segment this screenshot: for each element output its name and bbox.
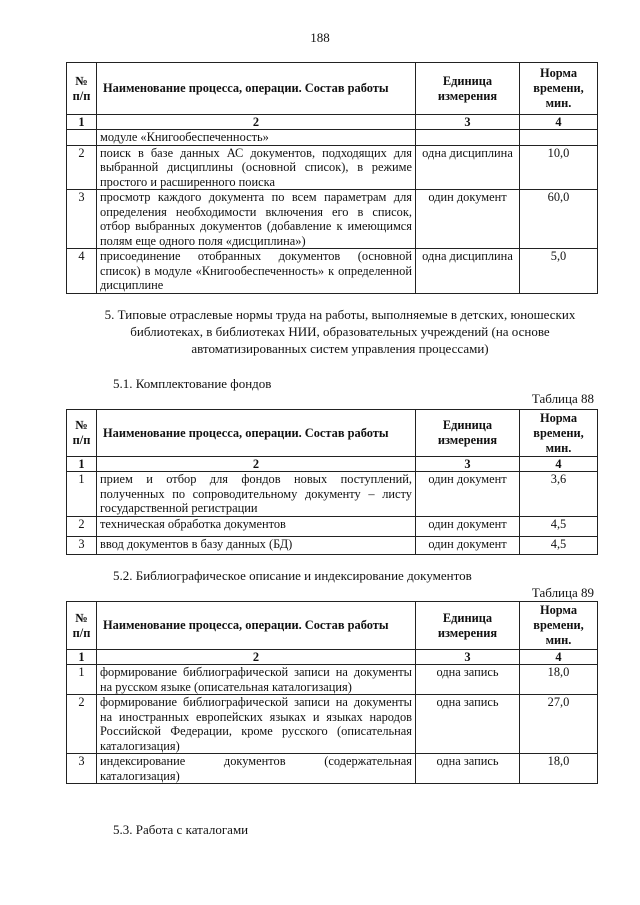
page-number: 188 xyxy=(310,30,330,45)
row-norm: 3,6 xyxy=(520,472,598,517)
header-num: № п/п xyxy=(67,602,97,650)
header-num: № п/п xyxy=(67,410,97,457)
row-name: поиск в базе данных АС документов, подходящих для выбранной дисциплины (основной список), в режиме простого и расширенного поиска xyxy=(97,145,416,190)
row-name: просмотр каждого документа по всем параметрам для определения необходимости включения его в список, отбор выбранных документов (добавление к имеющимся полям еще одного поля «дисциплина») xyxy=(97,190,416,249)
row-num: 2 xyxy=(67,145,97,190)
row-num: 3 xyxy=(67,754,97,784)
row-unit: одна дисциплина xyxy=(416,145,520,190)
row-num: 3 xyxy=(67,536,97,554)
row-num: 2 xyxy=(67,516,97,536)
norms-table-continued xyxy=(66,62,598,294)
header-row xyxy=(67,63,598,115)
header-name: Наименование процесса, операции. Состав работы xyxy=(97,410,416,457)
row-unit: одна запись xyxy=(416,665,520,695)
column-number: 1 xyxy=(67,650,97,665)
column-number: 3 xyxy=(416,457,520,472)
row-unit: одна запись xyxy=(416,695,520,754)
row-unit xyxy=(416,130,520,146)
row-unit: один документ xyxy=(416,536,520,554)
header-norm: Норма времени, мин. xyxy=(520,63,598,115)
table-row xyxy=(67,754,598,784)
row-name: формирование библиографической записи на документы на русском языке (описательная каталогизация) xyxy=(97,665,416,695)
row-num xyxy=(67,130,97,146)
table-row xyxy=(67,536,598,554)
column-number-row xyxy=(67,457,598,472)
table-row xyxy=(67,249,598,294)
row-name: присоединение отобранных документов (основной список) в модуле «Книгообеспеченность» к определенной дисциплине xyxy=(97,249,416,294)
header-unit: Единица измерения xyxy=(416,410,520,457)
row-unit: одна запись xyxy=(416,754,520,784)
row-norm: 4,5 xyxy=(520,516,598,536)
row-name: модуле «Книгообеспеченность» xyxy=(97,130,416,146)
table-row xyxy=(67,190,598,249)
column-number: 4 xyxy=(520,115,598,130)
row-name: формирование библиографической записи на документы на иностранных европейских языках и языках народов Российской Федерации, кроме русского (описательная каталогизация) xyxy=(97,695,416,754)
table-88-caption: Таблица 88 xyxy=(531,391,594,406)
column-number: 4 xyxy=(520,457,598,472)
column-number-row xyxy=(67,650,598,665)
header-name: Наименование процесса, операции. Состав работы xyxy=(97,602,416,650)
row-num: 1 xyxy=(67,472,97,517)
row-unit: один документ xyxy=(416,516,520,536)
row-name: прием и отбор для фондов новых поступлений, полученных по сопроводительному документу – листу государственной регистрации xyxy=(97,472,416,517)
subsection-5-2-heading: 5.2. Библиографическое описание и индексирование документов xyxy=(113,568,472,583)
table-row xyxy=(67,145,598,190)
column-number: 1 xyxy=(67,115,97,130)
row-num: 2 xyxy=(67,695,97,754)
header-unit: Единица измерения xyxy=(416,602,520,650)
row-name: индексирование документов (содержательная каталогизация) xyxy=(97,754,416,784)
row-norm: 4,5 xyxy=(520,536,598,554)
row-num: 1 xyxy=(67,665,97,695)
header-name: Наименование процесса, операции. Состав работы xyxy=(97,63,416,115)
table-88 xyxy=(66,409,598,555)
row-norm: 18,0 xyxy=(520,754,598,784)
header-row xyxy=(67,602,598,650)
row-name: ввод документов в базу данных (БД) xyxy=(97,536,416,554)
table-89-caption: Таблица 89 xyxy=(531,585,594,600)
table-row xyxy=(67,695,598,754)
column-number: 1 xyxy=(67,457,97,472)
table-row xyxy=(67,665,598,695)
row-norm xyxy=(520,130,598,146)
row-num: 4 xyxy=(67,249,97,294)
header-row xyxy=(67,410,598,457)
row-unit: один документ xyxy=(416,472,520,517)
column-number: 2 xyxy=(97,650,416,665)
row-num: 3 xyxy=(67,190,97,249)
row-norm: 18,0 xyxy=(520,665,598,695)
table-row xyxy=(67,472,598,517)
section-5-heading: 5. Типовые отраслевые нормы труда на работы, выполняемые в детских, юношеских библиотеках, в библиотеках НИИ, образовательных учреждений (на основе автоматизированных систем управления процессами) xyxy=(104,307,576,356)
header-unit: Единица измерения xyxy=(416,63,520,115)
row-unit: один документ xyxy=(416,190,520,249)
table-row xyxy=(67,130,598,146)
row-norm: 10,0 xyxy=(520,145,598,190)
column-number-row xyxy=(67,115,598,130)
column-number: 3 xyxy=(416,650,520,665)
table-row xyxy=(67,516,598,536)
subsection-5-1-heading: 5.1. Комплектование фондов xyxy=(113,376,272,391)
column-number: 2 xyxy=(97,457,416,472)
row-name: техническая обработка документов xyxy=(97,516,416,536)
row-norm: 60,0 xyxy=(520,190,598,249)
column-number: 3 xyxy=(416,115,520,130)
header-norm: Норма времени, мин. xyxy=(520,410,598,457)
header-num: № п/п xyxy=(67,63,97,115)
row-norm: 5,0 xyxy=(520,249,598,294)
subsection-5-3-heading: 5.3. Работа с каталогами xyxy=(113,822,249,837)
table-89 xyxy=(66,601,598,784)
row-norm: 27,0 xyxy=(520,695,598,754)
column-number: 2 xyxy=(97,115,416,130)
header-norm: Норма времени, мин. xyxy=(520,602,598,650)
column-number: 4 xyxy=(520,650,598,665)
row-unit: одна дисциплина xyxy=(416,249,520,294)
